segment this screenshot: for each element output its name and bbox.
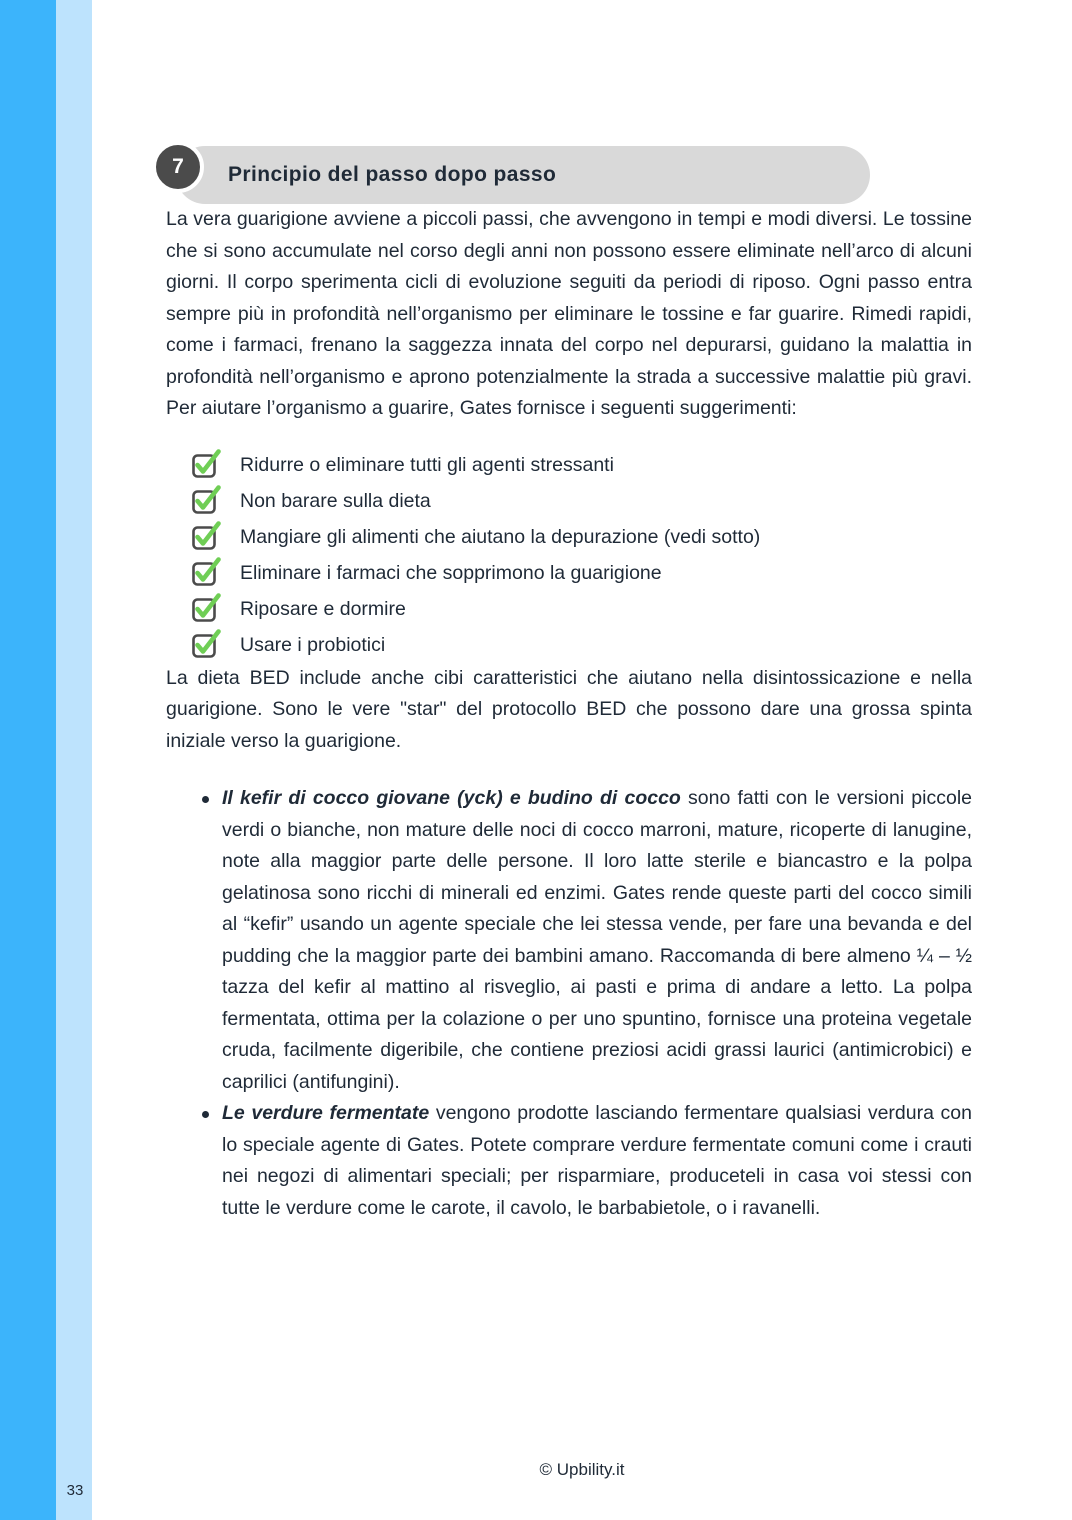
checkbox-checked-icon [190,449,222,481]
checkbox-checked-icon [190,557,222,589]
checkbox-checked-icon [190,593,222,625]
section-header [166,146,972,204]
list-item [190,627,972,663]
list-item [190,555,972,591]
list-item [190,483,972,519]
list-item [190,519,972,555]
left-accent-stripe-light [56,0,92,1520]
list-item-lead: Le verdure fermentate [222,1102,430,1124]
list-item-label: Ridurre o eliminare tutti gli agenti stressanti [240,453,614,476]
page-content [166,0,972,1224]
section-number-badge: 7 [152,141,204,193]
list-item [200,783,972,1098]
list-item-label: Non barare sulla dieta [240,489,431,512]
left-accent-stripe-dark [0,0,56,1520]
bed-paragraph: La dieta BED include anche cibi caratteristici che aiutano nella disintossicazione e nella guarigione. Sono le vere "star" del protocollo BED che possono dare una grossa spinta iniziale verso la guarigione. [166,666,972,752]
page-title: Principio del passo dopo passo [228,163,557,186]
list-item-label: Eliminare i farmaci che sopprimono la guarigione [240,561,662,584]
checkbox-checked-icon [190,629,222,661]
page-footer: © Upbility.it [539,1460,625,1479]
list-item [190,591,972,627]
star-foods-list [166,783,972,1224]
list-item-body: sono fatti con le versioni piccole verdi o bianche, non mature delle noci di cocco marroni, mature, ricoperte di lanugine, note alla maggior parte delle persone. Il loro latte sterile e biancastro e la polpa gelatinosa sono ricchi di minerali ed enzimi. Gates rende queste parti del cocco simili al “kefir” usando un agente speciale che lei stessa vende, per fare una bevanda e del pudding che la maggior parte dei bambini amano. Raccomanda di bere almeno ¼ – ½ tazza del kefir al mattino al risveglio, ai pasti e prima di andare a letto. La polpa fermentata, ottima per la colazione o per uno spuntino, fornisce una proteina vegetale cruda, facilmente digeribile, che contiene preziosi acidi grassi laurici (antimicrobici) e caprilici (antifungini). [222,787,973,1093]
checkbox-checked-icon [190,521,222,553]
page-number: 33 [66,1482,84,1499]
list-item-label: Mangiare gli alimenti che aiutano la depurazione (vedi sotto) [240,525,761,548]
intro-paragraph: La vera guarigione avviene a piccoli passi, che avvengono in tempi e modi diversi. Le tossine che si sono accumulate nel corso degli anni non possono essere eliminate nell’arco di alcuni giorni. Il corpo sperimenta cicli di evoluzione seguiti da periodi di riposo. Ogni passo entra sempre più in profondità nell’organismo per eliminare le tossine e far guarire. Rimedi rapidi, come i farmaci, frenano la saggezza innata del corpo nel depurarsi, guidano la malattia in profondità nell’organismo e aprono potenzialmente la strada a successive malattie più gravi. Per aiutare l’organismo a guarire, Gates fornisce i seguenti suggerimenti: [166,208,972,419]
list-item [190,447,972,483]
list-item-lead: Il kefir di cocco giovane (yck) e budino di cocco [222,787,681,809]
list-item [200,1098,972,1224]
list-item-label: Riposare e dormire [240,597,406,620]
list-item-body: vengono prodotte lasciando fermentare qualsiasi verdura con lo speciale agente di Gates. Potete comprare verdure fermentate comuni come i crauti nei negozi di alimentari speciali; per risparmiare, produceteli in casa voi stessi con tutte le verdure come le carote, il cavolo, le barbabietole, o i ravanelli. [222,1102,972,1219]
suggestions-checklist [166,447,972,663]
checkbox-checked-icon [190,485,222,517]
list-item-label: Usare i probiotici [240,633,386,656]
